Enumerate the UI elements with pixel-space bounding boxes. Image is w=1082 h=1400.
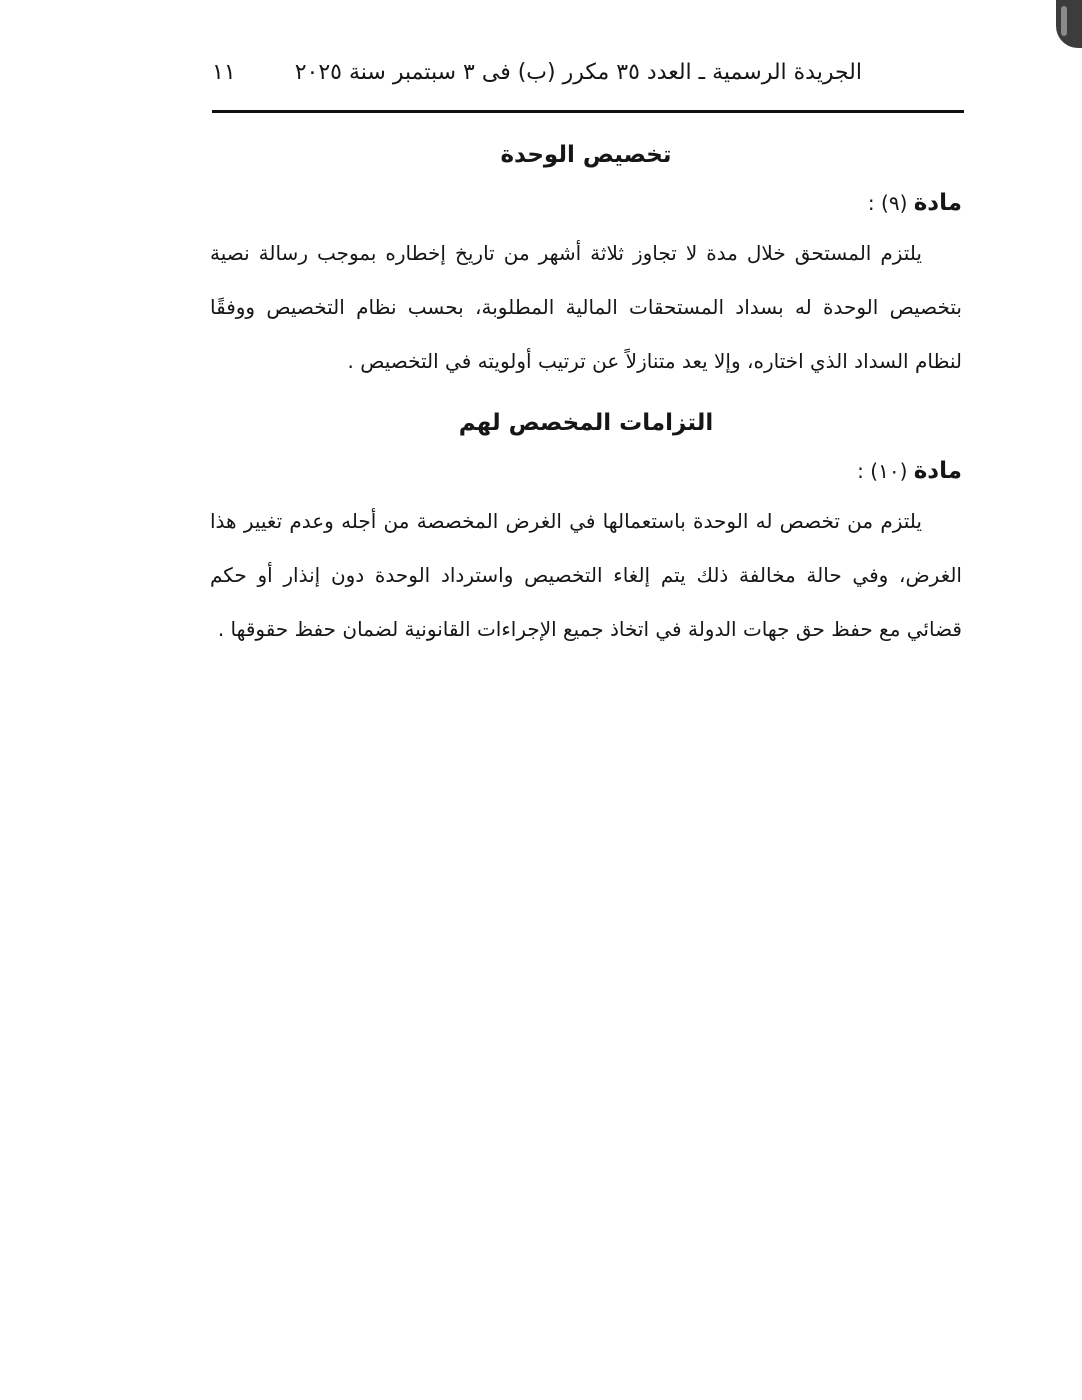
page-number: ١١ [212, 60, 236, 85]
article-10-label [210, 454, 962, 488]
article-10-text: يلتزم من تخصص له الوحدة باستعمالها في الغرض المخصصة من أجله وعدم تغيير هذا الغرض، وفي حالة مخالفة ذلك يتم إلغاء التخصيص واسترداد الوحدة دون إنذار أو حكم قضائي مع حفظ حق جهات الدولة في اتخاذ جميع الإجراءات القانونية لضمان حفظ حقوقها . [210, 509, 962, 641]
gazette-header-title: الجريدة الرسمية ـ العدد ٣٥ مكرر (ب) فى ٣ سبتمبر سنة ٢٠٢٥ [294, 60, 862, 85]
header-divider [212, 110, 964, 113]
section-title-unit-allocation: تخصيص الوحدة [500, 142, 672, 168]
section-title-allottee-obligations: التزامات المخصص لهم [458, 410, 714, 436]
article-word: مادة [913, 458, 962, 484]
article-10-text-block [210, 494, 962, 656]
page-content [210, 126, 962, 656]
page-header [212, 58, 962, 98]
article-9-text: يلتزم المستحق خلال مدة لا تجاوز ثلاثة أشهر من تاريخ إخطاره بموجب رسالة نصية بتخصيص الوحدة له بسداد المستحقات المالية المطلوبة، بحسب نظام التخصيص ووفقًا لنظام السداد الذي اختاره، وإلا يعد متنازلاً عن ترتيب أولويته في التخصيص . [210, 241, 962, 373]
article-number: (١٠) : [857, 459, 908, 483]
article-number: (٩) : [867, 191, 908, 215]
article-9-text-block [210, 226, 962, 388]
article-9-label [210, 186, 962, 220]
article-word: مادة [913, 190, 962, 216]
page-corner-shadow [1056, 0, 1082, 48]
